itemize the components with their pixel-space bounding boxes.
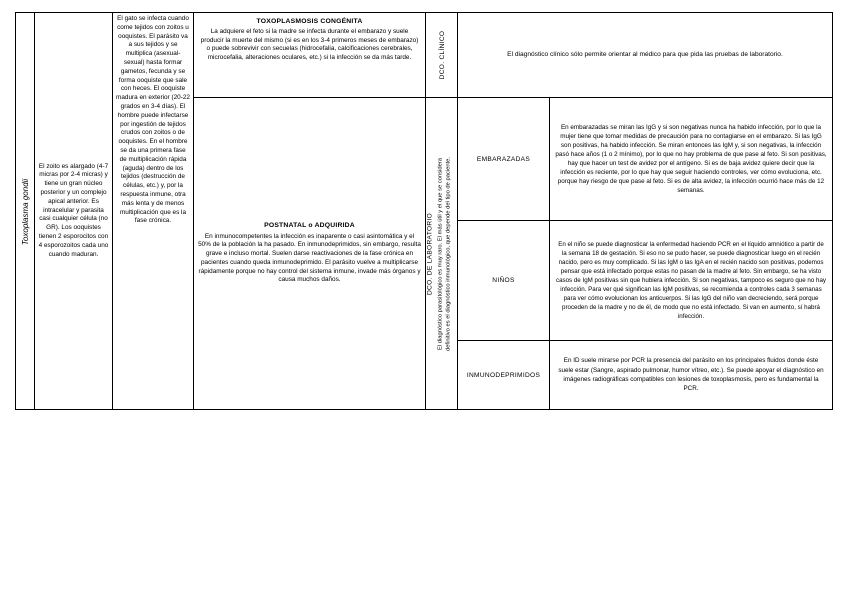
lab-note-line1: El diagnóstico parasitológico es muy raro. El más útil y el que se considera [437,157,444,351]
inmunodeprimidos-label: INMUNODEPRIMIDOS [466,371,541,379]
lab-label-block [425,98,458,411]
lab-label-cell [425,97,458,410]
description-text: El zoito es alargado (4-7 micras por 2-4 micras) y tiene un gran núcleo posterior y un complejo apical anterior. Es intracelular y parasita casi cualquier célula (no GR). Los ooquistes tienen 2 esporocitos con 4 esporozoitos cada uno cuando maduran. [38,162,109,258]
cycle-cell [112,12,194,410]
ninos-label: NIÑOS [492,277,515,284]
lab-row-label-inmunodeprimidos [457,340,550,410]
lab-row-text-embarazadas [549,97,833,221]
ninos-text: En el niño se puede diagnosticar la enfermedad haciendo PCR en el líquido amniótico a partir de la semana 18 de gestación. Si eso no se pudo hacer, se puede diagnosticar luego en el recién nacido, pero es muy complicado. Si las IgM o las IgA en el recién nacido son positivas, podemos pensar que está infectado porque estas no pasan de la madre al feto. Sin embargo, se ha visto casos de IgM positivas sin que hubiera infección. Si son negativas, tampoco es seguro que no hay infección. Para ver qué significan las IgM positivas, se recomienda a controles cada 3 semanas para ver cómo evolucionan los anticuerpos. Si las IgG del niño van decreciendo, será porque proceden de la madre y no de él, de modo que no está infectado. Si van en aumento, sí habrá infección. [555,241,826,320]
embarazadas-label: EMBARAZADAS [476,155,531,163]
clinical-label: DCO. CLÍNICO [439,30,446,80]
lab-row-text-inmunodeprimidos [549,340,833,410]
clinical-text: El diagnóstico clínico sólo permite orientar al médico para que pida las pruebas de laboratorio. [507,50,783,58]
congenital-cell [193,12,426,98]
clinical-label-cell [425,12,458,98]
organism-cell [15,12,35,410]
clinical-text-cell [457,12,833,98]
postnatal-title: POSTNATAL o ADQUIRIDA [264,221,355,229]
cycle-text: El gato se infecta cuando come tejidos con zoitos u ooquistes. El parásito va a sus tejidos y se multiplica (asexual-sexual) hasta formar gametos, fecunda y se forma ooquiste que sale con heces. El ooquiste madura en exterior (20-22 grados en 3-4 días). El hombre puede infectarse por ingestión de tejidos crudos con zoitos o de ooquistes. En el hombre se da una primera fase de multiplicación rápida (aguda) dentro de los tejidos (destrucción de células, etc.) y, por la respuesta inmune, otra más lenta y de menos multiplicación que es la fase crónica. [116,15,190,225]
description-cell [34,12,113,410]
congenital-text: La adquiere el feto si la madre se infecta durante el embarazo y suele producir la muerte del mismo (si es en los 3-4 primeros meses de embarazo) o puede sobrevivir con secuelas (hidrocefalia, calcificaciones cerebrales, microcefalia, alteraciones oculares, etc.) si la infección se da más tarde. [200,27,419,62]
postnatal-cell [193,97,426,410]
congenital-title: TOXOPLASMOSIS CONGÉNITA [256,18,363,25]
lab-row-label-ninos [457,220,550,341]
postnatal-text: En inmunocompetentes la infección es inaparente o casi asintomática y el 50% de la población la ha pasado. En inmunodeprimidos, sin embargo, resulta grave e incluso mortal. Suelen darse reactivaciones de la fase crónica en pacientes cuando queda inmunodeprimido. El parásito vuelve a multiplicarse rápidamente porque no hay control del sistema inmune, invade más órganos y causa muchos daños. [198,232,421,284]
inmunodeprimidos-text: En ID suele mirarse por PCR la presencia del parásito en los principales fluidos donde éste suele estar (Sangre, aspirado pulmonar, humor vítreo, etc.). Se puede apoyar el diagnóstico en imágenes radiográficas compatibles con lesiones de toxoplasmosis, pero es fundamental la PCR. [558,357,824,393]
lab-label: DCO. DE LABORATORIO [426,212,434,296]
organism-name: Toxoplasma gondii [21,178,30,246]
lab-row-label-embarazadas [457,97,550,221]
toxoplasma-table [15,12,833,410]
lab-note-line2: definitivo es el diagnóstico inmunológico, que depende del tipo de paciente. [445,157,452,352]
lab-row-text-ninos [549,220,833,341]
embarazadas-text: En embarazadas se miran las IgG y si son negativas nunca ha habido infección, por lo que la mujer tiene que tomar medidas de precaución para no contagiarse en el embarazo. Si las IgG son positivas, ha habido infección. Se miran entonces las IgM y, si son negativas, la infección pasó hace años (1 o 2 mínimo), por lo que no hay problema de que pase al feto. Si son positivas, hay que hacer un test de avidez por el antígeno. Si es de baja avidez quiere decir que la infección es reciente, por lo que hay que seguir haciendo controles, ver cómo evoluciona, etc. porque hay riesgo de que pase al feto. Si es de alta avidez, la infección ocurrió hace más de 12 semanas. [555,123,827,195]
